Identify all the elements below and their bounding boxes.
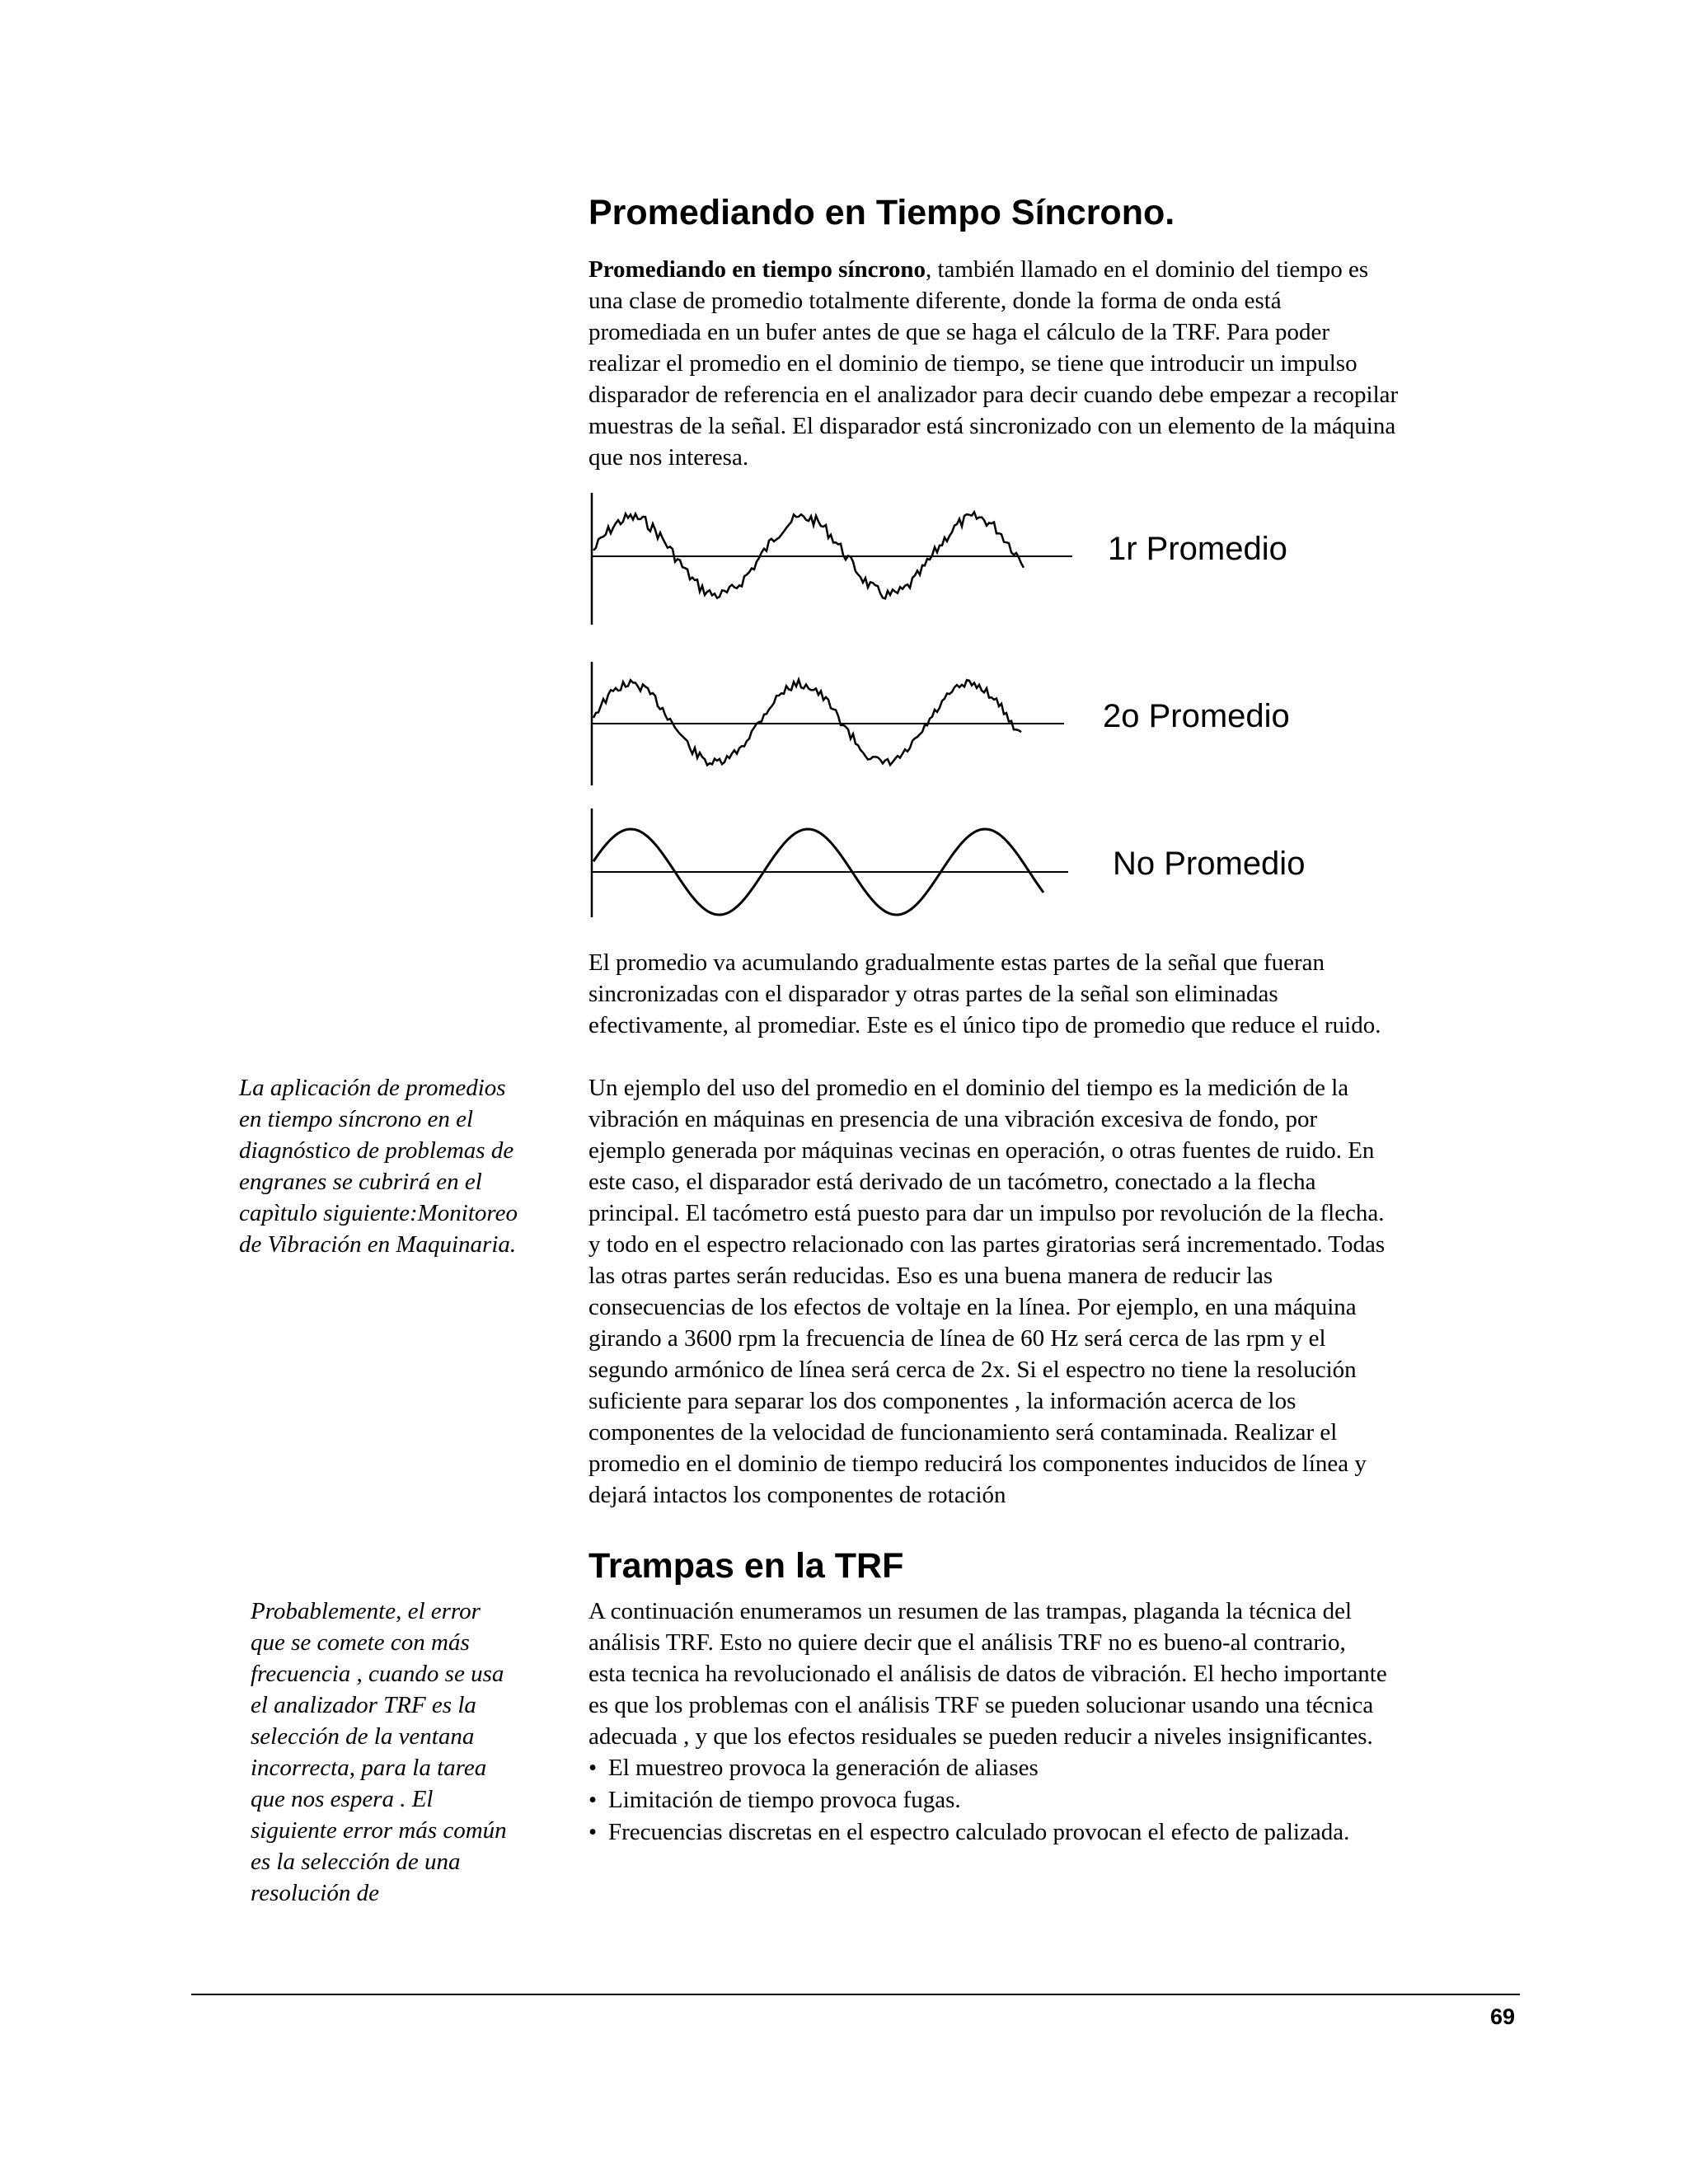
bullet-text: El muestreo provoca la generación de aliases <box>608 1755 1039 1781</box>
noisy-waveform-1 <box>593 512 1024 598</box>
sidenote-line: siguiente error más común <box>251 1817 507 1844</box>
sidenote-line: es la selección de una <box>251 1849 461 1875</box>
intro-line: promediada en un bufer antes de que se haga el cálculo de la TRF. Para poder <box>588 319 1330 345</box>
sidenote-line: Probablemente, el error <box>251 1598 481 1624</box>
intro-line: muestras de la señal. El disparador está sincronizado con un elemento de la máquina <box>588 413 1396 439</box>
intro-bold-term: Promediando en tiempo síncrono <box>588 256 926 283</box>
example-line: Un ejemplo del uso del promedio en el dominio del tiempo es la medición de la <box>588 1075 1349 1101</box>
waveform-panel-1 <box>592 493 1072 625</box>
intro-line-1-rest: , también llamado en el dominio del tiempo es <box>925 256 1369 283</box>
trampas-line: es que los problemas con el análisis TRF se pueden solucionar usando una técnica <box>588 1692 1374 1718</box>
example-line: dejará intactos los componentes de rotación <box>588 1482 1006 1508</box>
intro-line: una clase de promedio totalmente diferente, donde la forma de onda está <box>588 288 1282 314</box>
example-line: promedio en el dominio de tiempo reducirá los componentes inducidos de línea y <box>588 1451 1367 1477</box>
example-line: este caso, el disparador está derivado de un tacómetro, conectado a la flecha <box>588 1169 1316 1195</box>
waveform-panel-3 <box>592 808 1068 917</box>
intro-line: realizar el promedio en el dominio de tiempo, se tiene que introducir un impulso <box>588 350 1357 377</box>
footer-rule <box>191 1994 1520 1995</box>
label-no-promedio: No Promedio <box>1113 846 1306 882</box>
sidenote-window-error <box>251 1596 572 1909</box>
bullet-icon: • <box>588 1755 598 1781</box>
example-line: principal. El tacómetro está puesto para dar un impulso por revolución de la flecha. <box>588 1200 1385 1226</box>
waveform-panel-2 <box>592 662 1064 785</box>
example-line: ejemplo generada por máquinas vecinas en operación, o otras fuentes de ruido. En <box>588 1137 1375 1164</box>
sidenote-line: diagnóstico de problemas de <box>239 1137 514 1164</box>
bullet-item <box>588 1752 1536 1784</box>
bullet-text: Frecuencias discretas en el espectro calculado provocan el efecto de palizada. <box>608 1819 1350 1845</box>
sidenote-line: que se comete con más <box>251 1629 470 1656</box>
sidenote-line: resolución de <box>251 1880 379 1906</box>
trampas-bullet-list <box>588 1752 1536 1849</box>
sidenote-line: frecuencia , cuando se usa <box>251 1661 504 1687</box>
waveform-figure <box>582 485 1340 921</box>
averaging-line: efectivamente, al promediar. Este es el único tipo de promedio que reduce el ruido. <box>588 1012 1381 1038</box>
label-2o-promedio: 2o Promedio <box>1103 698 1290 734</box>
sidenote-gear-diagnosis <box>239 1072 569 1260</box>
label-1r-promedio: 1r Promedio <box>1108 531 1287 567</box>
bullet-text: Limitación de tiempo provoca fugas. <box>608 1787 961 1813</box>
section-title-trampas: Trampas en la TRF <box>588 1546 904 1586</box>
sidenote-line: que nos espera . El <box>251 1786 434 1812</box>
bullet-icon: • <box>588 1787 598 1813</box>
intro-paragraph <box>588 254 1536 473</box>
sidenote-line: selección de la ventana <box>251 1723 475 1750</box>
averaging-line: sincronizadas con el disparador y otras partes de la señal son eliminadas <box>588 981 1278 1007</box>
bullet-item <box>588 1784 1536 1816</box>
intro-line: que nos interesa. <box>588 444 749 471</box>
intro-line-1 <box>588 254 1536 285</box>
noisy-waveform-2 <box>593 680 1021 766</box>
sidenote-line: de Vibración en Maquinaria. <box>239 1231 517 1258</box>
example-line: las otras partes serán reducidas. Eso es una buena manera de reducir las <box>588 1263 1273 1289</box>
sidenote-line: capìtulo siguiente:Monitoreo <box>239 1200 518 1226</box>
trampas-line: adecuada , y que los efectos residuales se pueden reducir a niveles insignificantes. <box>588 1723 1373 1750</box>
example-line: consecuencias de los efectos de voltaje en la línea. Por ejemplo, en una máquina <box>588 1294 1357 1320</box>
sidenote-line: en tiempo síncrono en el <box>239 1106 474 1132</box>
trampas-line: análisis TRF. Esto no quiere decir que el análisis TRF no es bueno-al contrario, <box>588 1629 1346 1656</box>
sidenote-line: incorrecta, para la tarea <box>251 1755 487 1781</box>
example-paragraph <box>588 1072 1536 1511</box>
section-title-promediando: Promediando en Tiempo Síncrono. <box>588 193 1175 232</box>
sidenote-line: engranes se cubrirá en el <box>239 1169 482 1195</box>
page-number: 69 <box>1489 2004 1515 2029</box>
sidenote-line: el analizador TRF es la <box>251 1692 476 1718</box>
example-line: vibración en máquinas en presencia de una vibración excesiva de fondo, por <box>588 1106 1318 1132</box>
bullet-item <box>588 1816 1536 1849</box>
example-line: y todo en el espectro relacionado con las partes giratorias será incrementado. Todas <box>588 1231 1386 1258</box>
example-line: girando a 3600 rpm la frecuencia de línea de 60 Hz será cerca de las rpm y el <box>588 1325 1326 1352</box>
trampas-line: esta tecnica ha revolucionado el análisis de datos de vibración. El hecho importante <box>588 1661 1387 1687</box>
intro-line: disparador de referencia en el analizador para decir cuando debe empezar a recopilar <box>588 382 1399 408</box>
averaging-line: El promedio va acumulando gradualmente estas partes de la señal que fueran <box>588 949 1325 976</box>
bullet-icon: • <box>588 1819 598 1845</box>
trampas-line: A continuación enumeramos un resumen de las trampas, plaganda la técnica del <box>588 1598 1353 1624</box>
example-line: componentes de la velocidad de funcionamiento será contaminada. Realizar el <box>588 1419 1338 1446</box>
example-line: suficiente para separar los dos componentes , la información acerca de los <box>588 1388 1296 1414</box>
trampas-paragraph <box>588 1596 1536 1752</box>
sidenote-line: La aplicación de promedios <box>239 1075 506 1101</box>
example-line: segundo armónico de línea será cerca de 2x. Si el espectro no tiene la resolución <box>588 1357 1357 1383</box>
averaging-paragraph <box>588 947 1536 1041</box>
